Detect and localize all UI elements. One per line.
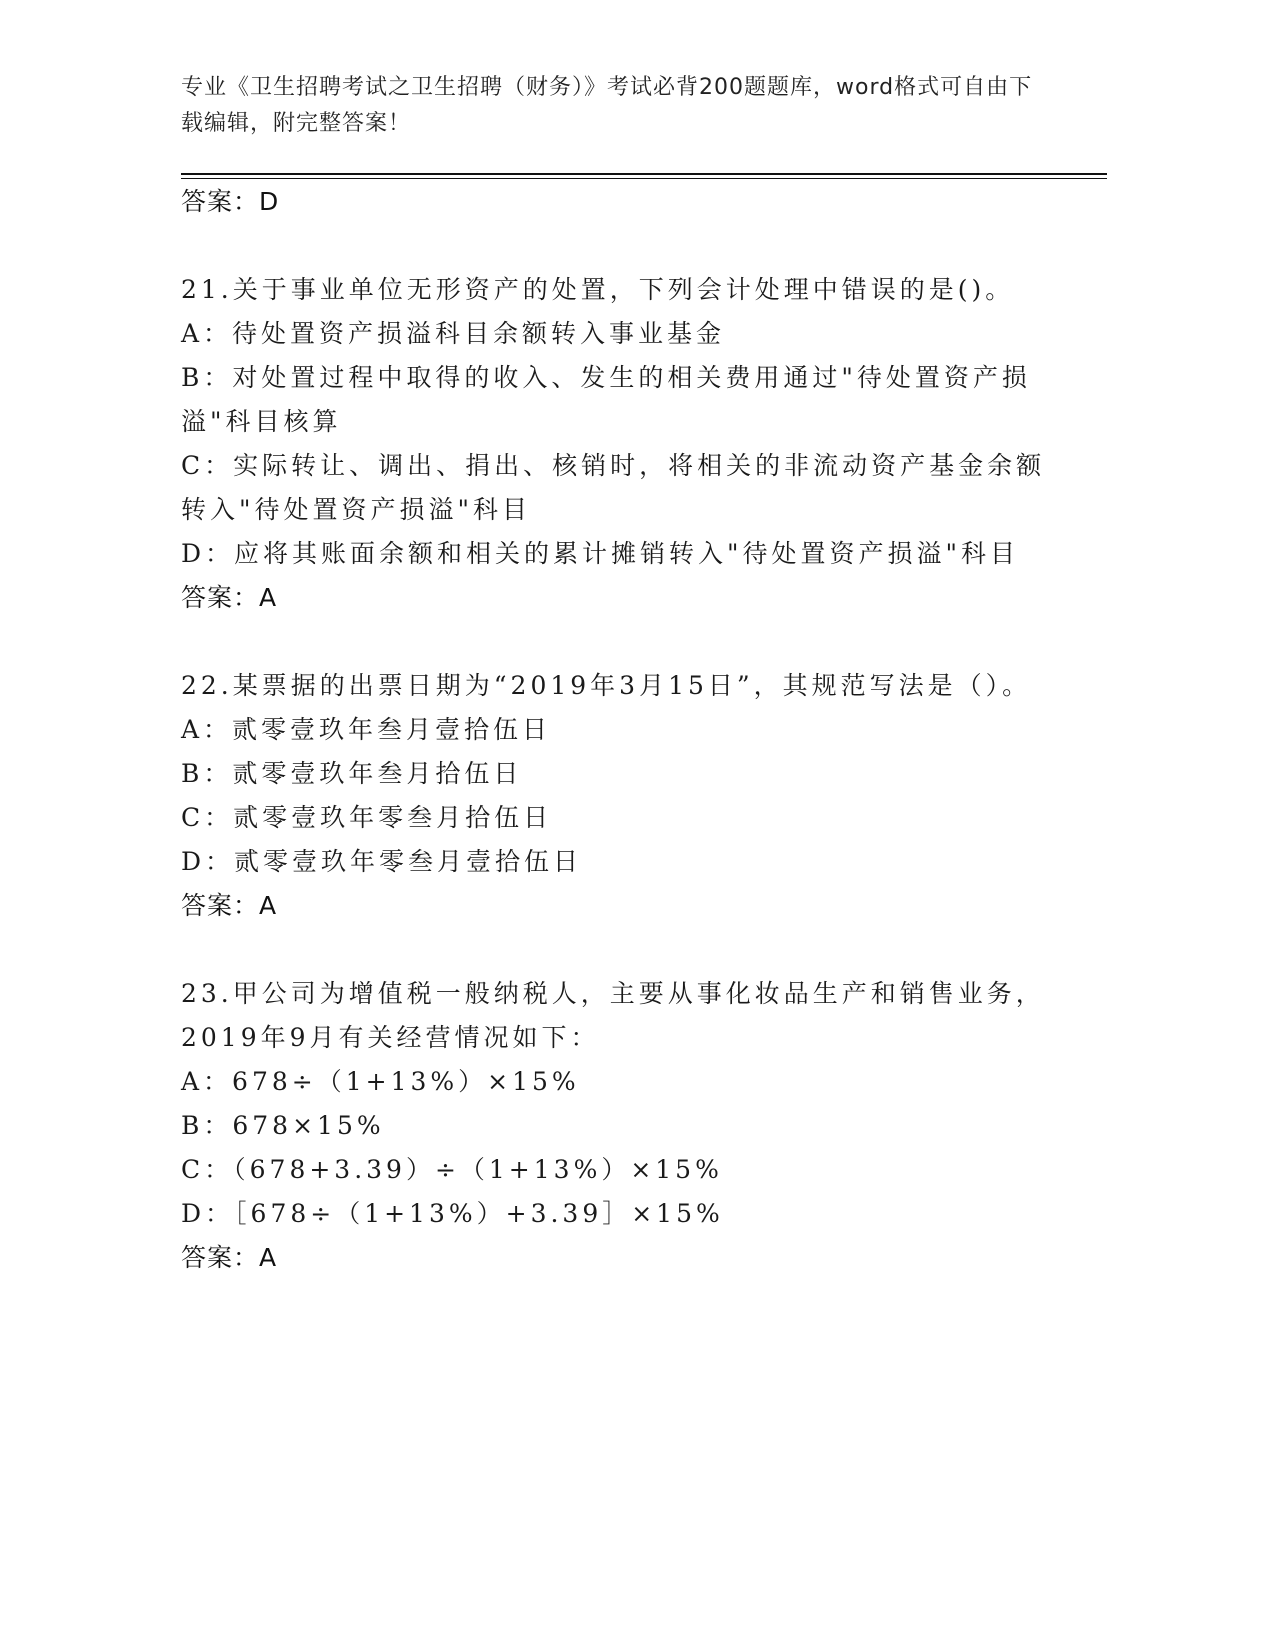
header-divider-thin [181,178,1107,179]
document-body [181,180,1061,1280]
option-a: A：678÷（1+13%）×15% [181,1067,580,1096]
question-21 [181,268,1061,620]
option-d: D：贰零壹玖年零叁月壹拾伍日 [181,847,583,876]
option-d: D：应将其账面余额和相关的累计摊销转入"待处置资产损溢"科目 [181,539,1020,568]
option-a: A：待处置资产损溢科目余额转入事业基金 [181,319,726,348]
question-stem: 22.某票据的出票日期为“2019年3月15日”，其规范写法是（）。 [181,671,1032,700]
option-a: A：贰零壹玖年叁月壹拾伍日 [181,715,552,744]
answer-line: 答案：A [181,1243,278,1272]
document-header: 专业《卫生招聘考试之卫生招聘（财务）》考试必背200题题库，word格式可自由下载编辑，附完整答案！ [181,75,1033,136]
option-d: D：［678÷（1+13%）+3.39］×15% [181,1199,724,1228]
question-stem: 21.关于事业单位无形资产的处置，下列会计处理中错误的是()。 [181,275,1015,304]
question-23 [181,972,1061,1280]
option-b: B：对处置过程中取得的收入、发生的相关费用通过"待处置资产损溢"科目核算 [181,363,1031,436]
question-stem: 23.甲公司为增值税一般纳税人，主要从事化妆品生产和销售业务，2019年9月有关经营情况如下： [181,979,1045,1052]
answer-line: 答案：A [181,891,278,920]
option-c: C：（678+3.39）÷（1+13%）×15% [181,1155,723,1184]
answer-line: 答案：D [181,187,280,216]
question-22 [181,664,1061,928]
option-b: B：678×15% [181,1111,385,1140]
answer-line: 答案：A [181,583,278,612]
option-c: C：贰零壹玖年零叁月拾伍日 [181,803,553,832]
header-divider-thick [181,173,1107,175]
option-c: C：实际转让、调出、捐出、核销时，将相关的非流动资产基金余额转入"待处置资产损溢"科目 [181,451,1046,524]
option-b: B：贰零壹玖年叁月拾伍日 [181,759,523,788]
